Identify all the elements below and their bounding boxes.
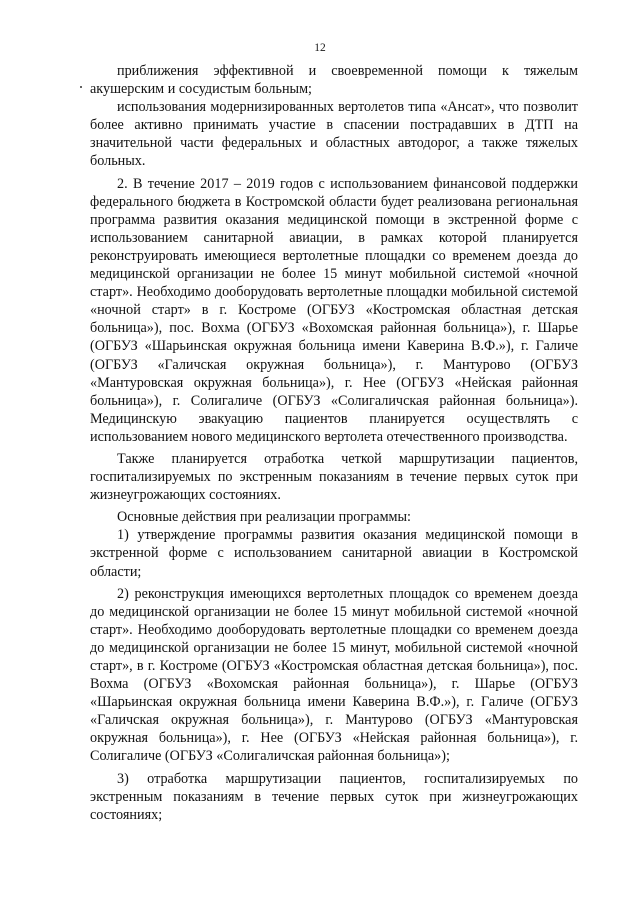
list-item-3: 3) отработка маршрутизации пациентов, госпитализируемых по экстренным показаниям в течение первых суток при жизнеугрожающих состояниях;	[90, 770, 578, 823]
page-number: 12	[314, 42, 326, 54]
list-item-2: 2) реконструкция имеющихся вертолетных площадок со временем доезда до медицинской организации не более 15 минут мобильной системой «ночной старт». Необходимо дооборудовать вертолетные площадки со временем доезда до медицинской организации не более 15 минут, мобильной системой «ночной старт», в г. Костроме (ОГБУЗ «Костромская областная детская больница»), пос. Вохма (ОГБУЗ «Вохомская районная больница»), г. Шарье (ОГБУЗ «Шарьинская окружная больница имени Каверина В.Ф.»), г. Галиче (ОГБУЗ «Галичская окружная больница»), г. Мантурово (ОГБУЗ «Мантуровская окружная больница»), г. Нее (ОГБУЗ «Нейская районная больница»), г. Солигаличе (ОГБУЗ «Солигаличская районная больница»);	[90, 585, 578, 765]
list-item-1: 1) утверждение программы развития оказания медицинской помощи в экстренной форме с использованием санитарной авиации в Костромской области;	[90, 527, 578, 580]
paragraph-program-2017-2019: 2. В течение 2017 – 2019 годов с использованием финансовой поддержки федерального бюджета в Костромской области будет реализована региональная программа развития оказания медицинской помощи в экстренной форме с использованием санитарной авиации, в рамках которой планируется реконструировать имеющиеся вертолетные площадки со временем доезда до медицинской организации не более 15 минут мобильной системой «ночной старт». Необходимо дооборудовать вертолетные площадки мобильной системой «ночной старт» в г. Костроме (ОГБУЗ «Костромская областная детская больница»), пос. Вохма (ОГБУЗ «Вохомская районная больница»), г. Шарье (ОГБУЗ «Шарьинская окружная больница имени Каверина В.Ф.»), г. Галиче (ОГБУЗ «Галичская окружная больница»), г. Мантурово (ОГБУЗ «Мантуровская окружная больница»), г. Нее (ОГБУЗ «Нейская районная больница»), г. Солигаличе (ОГБУЗ «Солигаличская районная больница»). Медицинскую эвакуацию пациентов планируется осуществлять с использованием нового медицинского вертолета отечественного производства.	[90, 175, 578, 445]
paragraph-main-actions: Основные действия при реализации программы:	[117, 509, 411, 526]
paragraph-helicopters: использования модернизированных вертолетов типа «Ансат», что позволит более активно принимать участие в спасении пострадавших в ДТП на значительной части федеральных и областных автодорог, а также тяжелых больных.	[90, 99, 578, 170]
scan-artifact-dot	[80, 86, 82, 88]
paragraph-continuation: приближения эффективной и своевременной помощи к тяжелым акушерским и сосудистым больным;	[90, 63, 578, 98]
paragraph-routing: Также планируется отработка четкой маршрутизации пациентов, госпитализируемых по экстренным показаниям в течение первых суток при жизнеугрожающих состояниях.	[90, 450, 578, 504]
document-body	[90, 62, 578, 824]
